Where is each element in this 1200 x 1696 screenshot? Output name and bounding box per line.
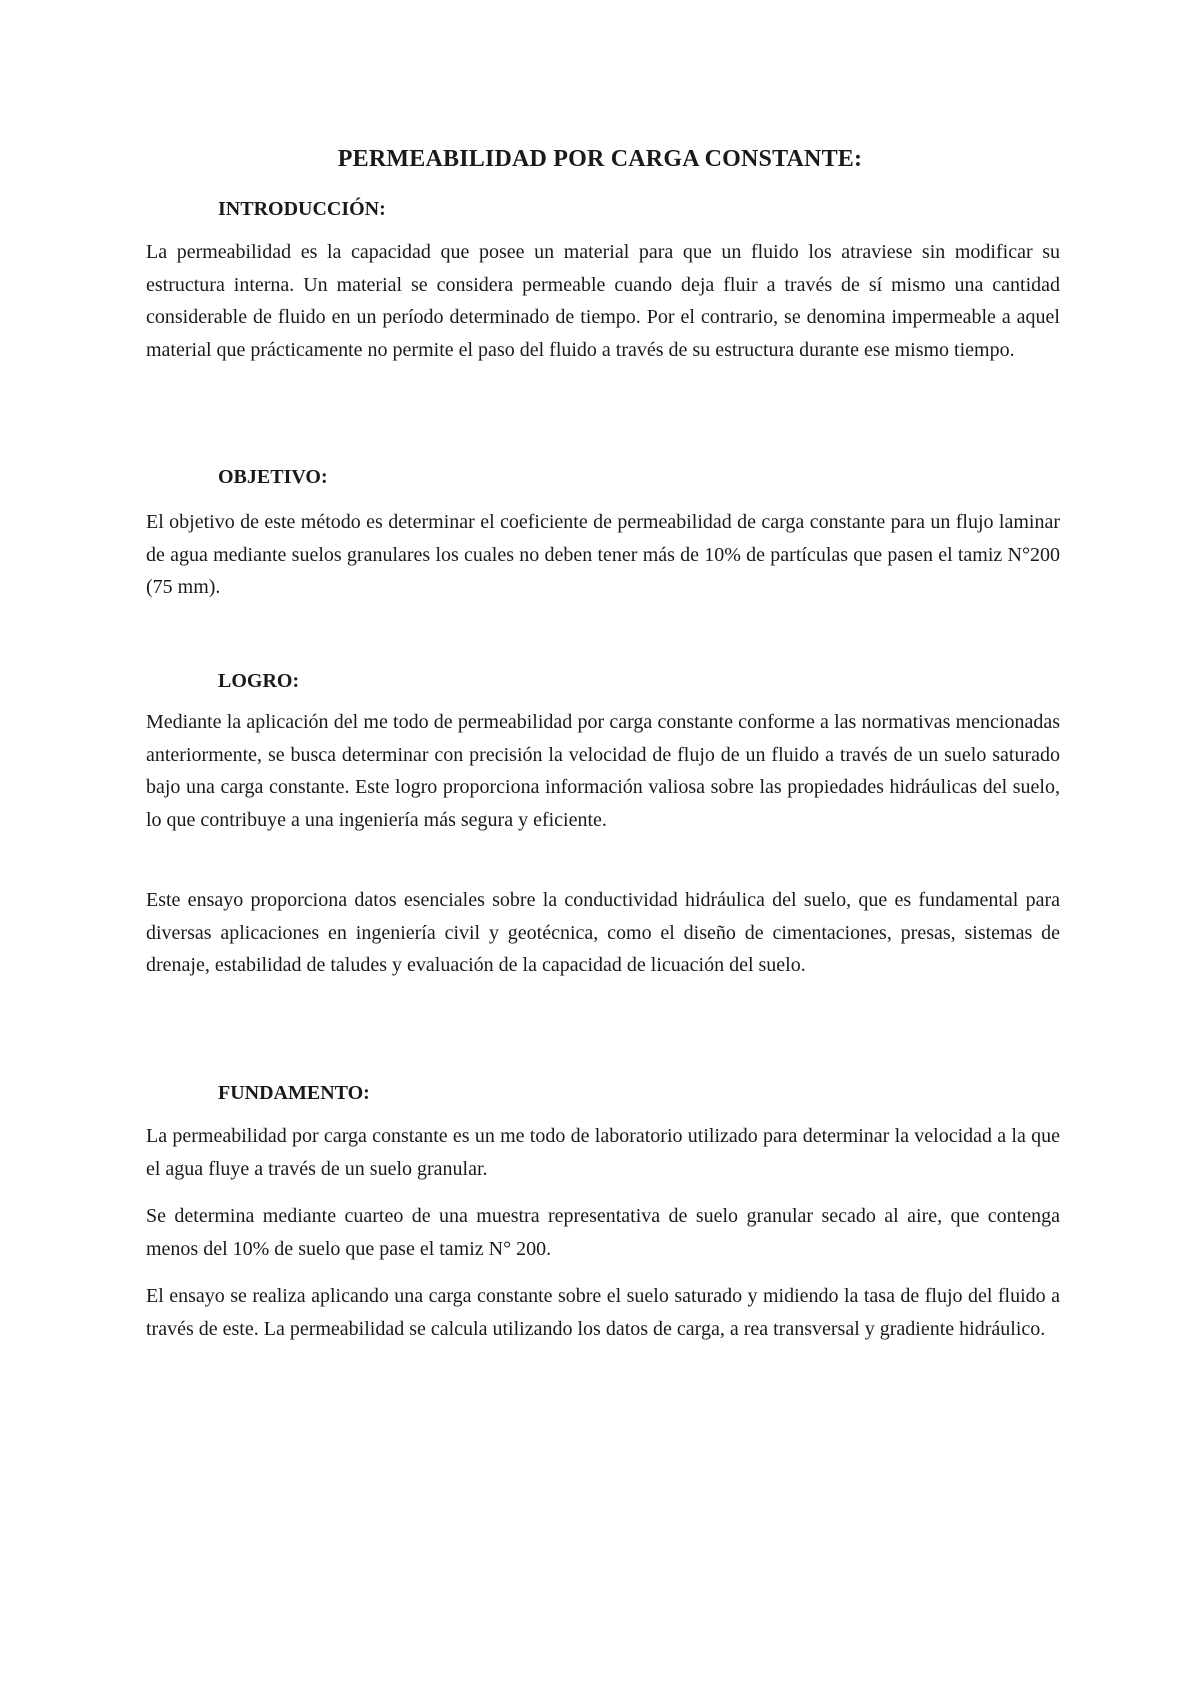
paragraph-objetivo: El objetivo de este método es determinar el coeficiente de permeabilidad de carga constante para un flujo laminar de agua mediante suelos granulares los cuales no deben tener más de 10% de partículas que pasen el tamiz N°200 (75 mm). xyxy=(146,511,1060,598)
section-heading-fundamento: FUNDAMENTO: xyxy=(218,1082,370,1104)
section-heading-logro: LOGRO: xyxy=(218,670,300,692)
paragraph-fundamento-3: El ensayo se realiza aplicando una carga constante sobre el suelo saturado y midiendo la tasa de flujo del fluido a través de este. La permeabilidad se calcula utilizando los datos de carga, a rea transversal y gradiente hidráulico. xyxy=(146,1285,1060,1340)
document-title: PERMEABILIDAD POR CARGA CONSTANTE: xyxy=(337,146,863,172)
paragraph-fundamento-2: Se determina mediante cuarteo de una muestra representativa de suelo granular secado al aire, que contenga menos del 10% de suelo que pase el tamiz N° 200. xyxy=(146,1205,1060,1260)
paragraph-logro-2: Este ensayo proporciona datos esenciales sobre la conductividad hidráulica del suelo, que es fundamental para diversas aplicaciones en ingeniería civil y geotécnica, como el diseño de cimentaciones, presas, sistemas de drenaje, estabilidad de taludes y evaluación de la capacidad de licuación del suelo. xyxy=(146,889,1060,976)
section-heading-objetivo: OBJETIVO: xyxy=(218,466,328,488)
paragraph-fundamento-1: La permeabilidad por carga constante es un me todo de laboratorio utilizado para determinar la velocidad a la que el agua fluye a través de un suelo granular. xyxy=(146,1125,1060,1180)
section-heading-introduccion: INTRODUCCIÓN: xyxy=(218,198,386,220)
paragraph-logro-1: Mediante la aplicación del me todo de permeabilidad por carga constante conforme a las normativas mencionadas anteriormente, se busca determinar con precisión la velocidad de flujo de un fluido a través de un suelo saturado bajo una carga constante. Este logro proporciona información valiosa sobre las propiedades hidráulicas del suelo, lo que contribuye a una ingeniería más segura y eficiente. xyxy=(146,711,1060,831)
paragraph-introduccion: La permeabilidad es la capacidad que posee un material para que un fluido los atraviese sin modificar su estructura interna. Un material se considera permeable cuando deja fluir a través de sí mismo una cantidad considerable de fluido en un período determinado de tiempo. Por el contrario, se denomina impermeable a aquel material que prácticamente no permite el paso del fluido a través de su estructura durante ese mismo tiempo. xyxy=(146,241,1060,361)
